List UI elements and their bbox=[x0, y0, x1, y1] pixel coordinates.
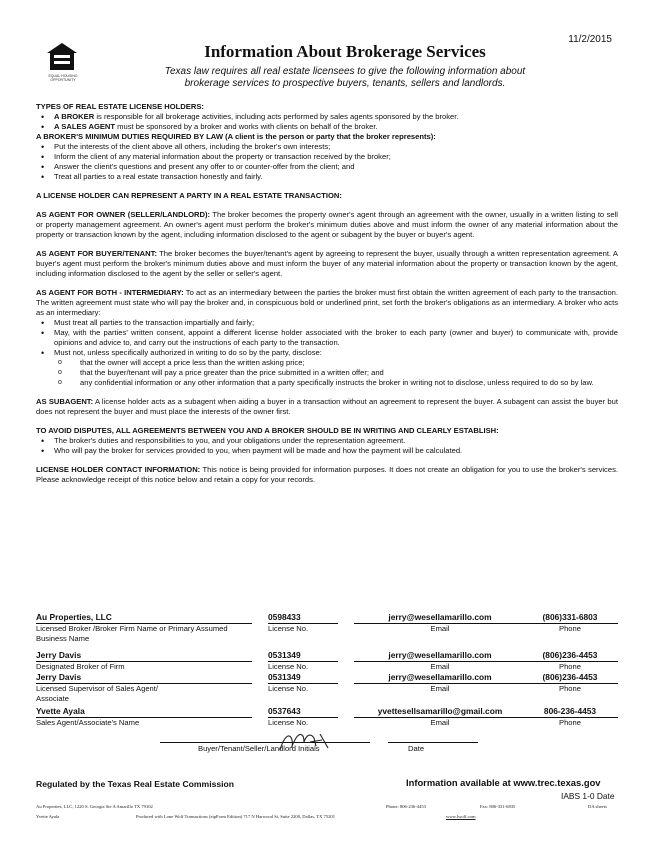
intermediary-paragraph bbox=[36, 288, 618, 318]
paragraph-text: This notice is being provided for information purposes. It does not create an obligation for you to use the broker's services. Please acknowledge receipt of this notice below and retain a copy for your records. bbox=[36, 465, 618, 484]
logo-caption: EQUAL HOUSING OPPORTUNITY bbox=[48, 74, 78, 82]
contact-role: Licensed Broker /Broker Firm Name or Primary Assumed Business Name bbox=[36, 624, 228, 643]
sub-list-item: o that the owner will accept a price less than the written asking price; bbox=[36, 358, 618, 368]
footer-url[interactable]: www.lwolf.com bbox=[446, 814, 476, 819]
list-item: • Must not, unless specifically authorized in writing to do so by the party, disclose: bbox=[36, 348, 618, 358]
date-label: Date bbox=[408, 744, 425, 753]
section-heading: TO AVOID DISPUTES, ALL AGREEMENTS BETWEEN YOU AND A BROKER SHOULD BE IN WRITING AND CLEARLY ESTABLISH: bbox=[36, 426, 499, 435]
phone-label: Phone bbox=[559, 718, 581, 727]
contact-email: jerry@wesellamarillo.com bbox=[354, 650, 526, 662]
subtitle-line: brokerage services to prospective buyers, tenants, sellers and landlords. bbox=[184, 78, 506, 89]
email-label: Email bbox=[430, 684, 450, 693]
list-item: • Put the interests of the client above all others, including the broker's own interests; bbox=[36, 142, 618, 152]
contact-name: Yvette Ayala bbox=[36, 706, 252, 718]
footer-produced: Produced with Lone Wolf Transactions (zipForm Edition) 717 N Harwood St, Suite 2200, Dallas, TX 75201 bbox=[136, 814, 336, 819]
phone-label: Phone bbox=[559, 662, 581, 671]
footer-fax: Fax: 806-331-6835 bbox=[480, 804, 516, 809]
info-available: Information available at www.trec.texas.gov bbox=[406, 777, 601, 788]
paragraph-heading: AS AGENT FOR OWNER (SELLER/LANDLORD): bbox=[36, 210, 211, 219]
subagent-paragraph bbox=[36, 397, 618, 417]
paragraph-text: The broker becomes the buyer/tenant's agent by agreeing to represent the buyer, usually through a written representation agreement. A buyer's agent must perform the broker's minimum duties above and must inform the buyer of any material information about the property or transaction known by the agent, including information disclosed to the agent by the seller or seller's agent. bbox=[36, 249, 618, 278]
item-bold: A BROKER bbox=[54, 112, 95, 121]
item-text: is responsible for all brokerage activities, including acts performed by sales agents sponsored by the broker. bbox=[94, 112, 459, 121]
contact-email: jerry@wesellamarillo.com bbox=[354, 612, 526, 624]
email-label: Email bbox=[430, 624, 450, 633]
form-date: 11/2/2015 bbox=[568, 34, 612, 45]
paragraph-heading: AS AGENT FOR BUYER/TENANT: bbox=[36, 249, 157, 258]
contact-row bbox=[36, 650, 618, 672]
contact-paragraph bbox=[36, 465, 618, 485]
initials-label: Buyer/Tenant/Seller/Landlord Initials bbox=[198, 744, 320, 753]
contact-table bbox=[36, 612, 618, 734]
page-subtitle bbox=[115, 66, 575, 90]
email-label: Email bbox=[430, 718, 450, 727]
paragraph-heading: AS AGENT FOR BOTH - INTERMEDIARY: bbox=[36, 288, 184, 297]
contact-email: yvettesellsamarillo@gmail.com bbox=[354, 706, 526, 718]
list-item: • Who will pay the broker for services provided to you, when payment will be made and how the payment will be calculated. bbox=[36, 446, 618, 456]
email-label: Email bbox=[430, 662, 450, 671]
date-line[interactable] bbox=[388, 742, 478, 743]
license-types-list bbox=[36, 112, 618, 132]
contact-phone: (806)236-4453 bbox=[522, 672, 618, 684]
footer-phone: Phone: 806-236-4453 bbox=[386, 804, 426, 809]
list-item: • The broker's duties and responsibilities to you, and your obligations under the representation agreement. bbox=[36, 436, 618, 446]
list-item: • Answer the client's questions and present any offer to or counter-offer from the client; and bbox=[36, 162, 618, 172]
list-item: • Must treat all parties to the transaction impartially and fairly; bbox=[36, 318, 618, 328]
list-item: • Inform the client of any material information about the property or transaction received by the broker; bbox=[36, 152, 618, 162]
paragraph-heading: AS SUBAGENT: bbox=[36, 397, 94, 406]
sub-list-item: o any confidential information or any other information that a party specifically instructs the broker in writing not to disclose, unless required to do so by law. bbox=[36, 378, 618, 388]
footer-doc: DA sheets bbox=[588, 804, 607, 809]
contact-row bbox=[36, 672, 618, 706]
iabs-version: IABS 1-0 Date bbox=[561, 791, 615, 801]
contact-name: Jerry Davis bbox=[36, 672, 252, 684]
contact-role: Sales Agent/Associate's Name bbox=[36, 718, 140, 727]
buyer-paragraph bbox=[36, 249, 618, 279]
list-item: • Treat all parties to a real estate transaction honestly and fairly. bbox=[36, 172, 618, 182]
contact-row bbox=[36, 612, 618, 650]
footer-address: Au Properties, LLC, 1220 S. Georgia Ste A Amarillo TX 79102 bbox=[36, 804, 153, 809]
license-label: License No. bbox=[268, 662, 309, 671]
section-heading: A LICENSE HOLDER CAN REPRESENT A PARTY IN A REAL ESTATE TRANSACTION: bbox=[36, 191, 342, 200]
phone-label: Phone bbox=[559, 624, 581, 633]
item-text: must be sponsored by a broker and works with clients on behalf of the broker. bbox=[115, 122, 378, 131]
contact-license: 0537643 bbox=[268, 706, 338, 718]
footer-agent: Yvette Ayala bbox=[36, 814, 60, 819]
subtitle-line: Texas law requires all real estate licensees to give the following information about bbox=[164, 66, 526, 77]
section-heading: TYPES OF REAL ESTATE LICENSE HOLDERS: bbox=[36, 102, 204, 111]
license-label: License No. bbox=[268, 624, 309, 633]
phone-label: Phone bbox=[559, 684, 581, 693]
paragraph-heading: LICENSE HOLDER CONTACT INFORMATION: bbox=[36, 465, 201, 474]
contact-role: Licensed Supervisor of Sales Agent/ Associate bbox=[36, 684, 158, 703]
list-item bbox=[36, 122, 618, 132]
intermediary-list bbox=[36, 318, 618, 388]
contact-license: 0531349 bbox=[268, 650, 338, 662]
contact-license: 0531349 bbox=[268, 672, 338, 684]
contact-email: jerry@wesellamarillo.com bbox=[354, 672, 526, 684]
page-title: Information About Brokerage Services bbox=[204, 42, 486, 61]
license-label: License No. bbox=[268, 684, 309, 693]
contact-name: Au Properties, LLC bbox=[36, 612, 252, 624]
license-label: License No. bbox=[268, 718, 309, 727]
sub-list-item: o that the buyer/tenant will pay a price greater than the price submitted in a written offer; and bbox=[36, 368, 618, 378]
section-heading: A BROKER'S MINIMUM DUTIES REQUIRED BY LAW (A client is the person or party that the broker represents): bbox=[36, 132, 436, 141]
item-bold: A SALES AGENT bbox=[54, 122, 116, 131]
paragraph-text: The broker becomes the property owner's agent through an agreement with the owner, usually in a written listing to sell or property management agreement. An owner's agent must perform the broker's minimum duties above and must inform the owner of any material information about the property or transaction known by the agent, including information disclosed to the agent or subagent by the buyer or buyer's agent. bbox=[36, 210, 618, 239]
paragraph-text: To act as an intermediary between the parties the broker must first obtain the written agreement of each party to the transaction. The written agreement must state who will pay the broker and, in conspicuous bold or underlined print, set forth the broker's obligations as an intermediary. A broker who acts as an intermediary: bbox=[36, 288, 618, 317]
disputes-list bbox=[36, 436, 618, 456]
list-item: • May, with the parties' written consent, appoint a different license holder associated with the broker to each party (owner and buyer) to communicate with, provide opinions and advice to, and carry out the instructions of each party to the transaction. bbox=[36, 328, 618, 348]
initials-row bbox=[160, 724, 490, 754]
contact-phone: 806-236-4453 bbox=[522, 706, 618, 718]
contact-name: Jerry Davis bbox=[36, 650, 252, 662]
contact-role: Designated Broker of Firm bbox=[36, 662, 125, 671]
duties-list bbox=[36, 142, 618, 182]
list-item bbox=[36, 112, 618, 122]
contact-license: 0598433 bbox=[268, 612, 338, 624]
regulated-by: Regulated by the Texas Real Estate Commission bbox=[36, 779, 235, 789]
contact-phone: (806)236-4453 bbox=[522, 650, 618, 662]
owner-paragraph bbox=[36, 210, 618, 240]
form-body bbox=[36, 102, 618, 485]
equal-housing-icon bbox=[46, 42, 78, 72]
contact-phone: (806)331-6803 bbox=[522, 612, 618, 624]
paragraph-text: A license holder acts as a subagent when aiding a buyer in a transaction without an agreement to represent the buyer. A subagent can assist the buyer but does not represent the buyer and must place the interests of the owner first. bbox=[36, 397, 618, 416]
